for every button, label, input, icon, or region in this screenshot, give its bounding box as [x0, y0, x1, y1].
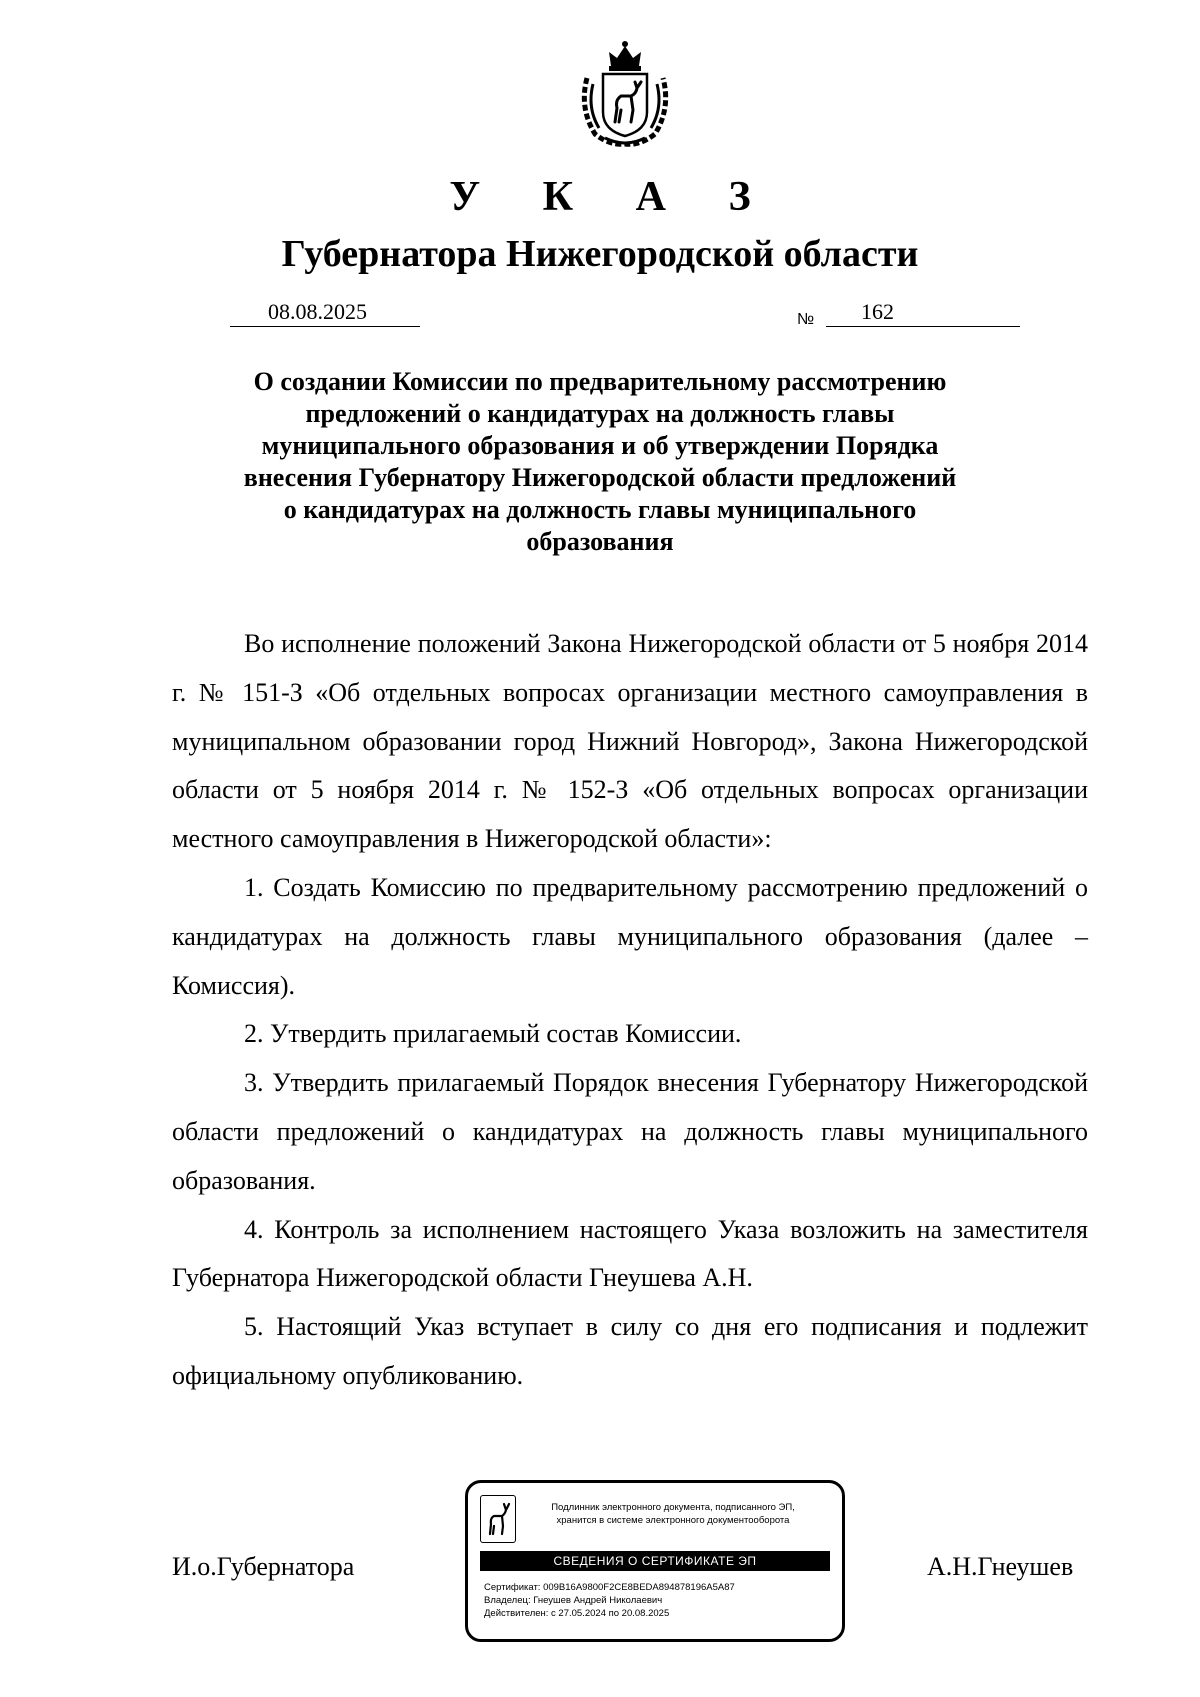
decree-title-line: О создании Комиссии по предварительному рассмотрению — [253, 367, 947, 396]
decree-item: 3. Утвердить прилагаемый Порядок внесения Губернатору Нижегородской области предложений о кандидатурах на должность главы муниципального образования. — [172, 1068, 1088, 1195]
certificate-owner: Владелец: Гнеушев Андрей Николаевич — [484, 1595, 663, 1606]
decree-title-line: муниципального образования и об утверждении Порядка — [261, 431, 939, 460]
stamp-note — [516, 1495, 830, 1527]
decree-item: 1. Создать Комиссию по предварительному рассмотрению предложений о кандидатурах на должность главы муниципального образования (далее – Комиссия). — [172, 872, 1088, 1000]
registration-date: 08.08.2025 — [230, 298, 420, 327]
certificate-serial: Сертификат: 009B16A9800F2CE8BEDA894878196A5A87 — [484, 1582, 735, 1593]
certificate-validity: Действителен: с 27.05.2024 по 20.08.2025 — [484, 1608, 670, 1619]
coat-of-arms-icon — [565, 38, 685, 150]
electronic-signature-stamp — [465, 1480, 845, 1642]
decree-title-line: предложений о кандидатурах на должность главы — [305, 399, 895, 428]
decree-item: 4. Контроль за исполнением настоящего Указа возложить на заместителя Губернатора Нижегородской области Гнеушева А.Н. — [172, 1214, 1088, 1293]
decree-body — [172, 620, 1088, 1401]
certificate-details — [480, 1581, 830, 1620]
issuer-title: Губернатора Нижегородской области — [281, 233, 919, 275]
decree-item: 5. Настоящий Указ вступает в силу со дня его подписания и подлежит официальному опубликованию. — [172, 1312, 1088, 1390]
decree-title-line: образования — [526, 527, 674, 556]
decree-title — [200, 366, 1000, 558]
decree-item: 2. Утвердить прилагаемый состав Комиссии. — [244, 1019, 742, 1049]
document-type-title: У К А З — [449, 174, 777, 220]
stamp-note-line: хранится в системе электронного документооборота — [556, 1515, 790, 1526]
preamble-paragraph: Во исполнение положений Закона Нижегородской области от 5 ноября 2014 г. № 151-З «Об отдельных вопросах организации местного самоуправления в муниципальном образовании город Нижний Новгород», Закона Нижегородской области от 5 ноября 2014 г. № 152-З «Об отдельных вопросах организации местного самоуправления в Нижегородской области»: — [172, 629, 1088, 854]
registration-number-label: № — [797, 311, 815, 328]
signatory-name: А.Н.Гнеушев — [927, 1552, 1074, 1581]
decree-title-line: о кандидатурах на должность главы муниципального — [283, 495, 917, 524]
stamp-note-line: Подлинник электронного документа, подписанного ЭП, — [551, 1502, 795, 1513]
certificate-info-bar: СВЕДЕНИЯ О СЕРТИФИКАТЕ ЭП — [480, 1551, 830, 1571]
deer-emblem-icon — [480, 1495, 516, 1543]
registration-number: 162 — [826, 298, 1020, 327]
signatory-role: И.о.Губернатора — [172, 1552, 355, 1581]
decree-title-line: внесения Губернатору Нижегородской области предложений — [243, 463, 957, 492]
